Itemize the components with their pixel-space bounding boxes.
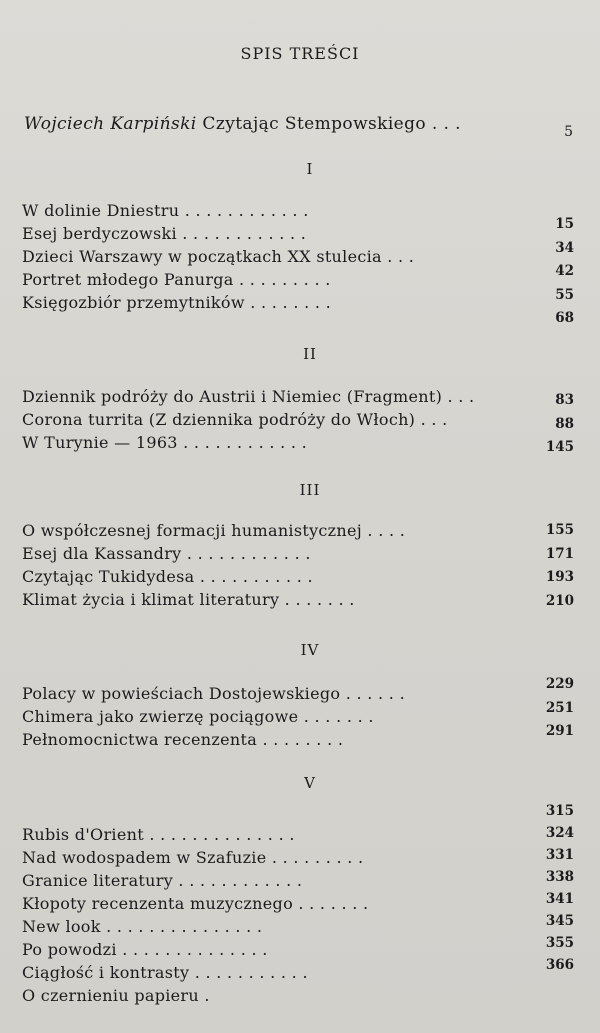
toc-entry: Portret młodego Panurga . . . . . . . . . xyxy=(22,270,331,289)
section-pages xyxy=(546,519,574,613)
toc-entry: Po powodzi . . . . . . . . . . . . . . xyxy=(22,940,268,959)
page-number: 341 xyxy=(545,891,574,907)
page-number: 155 xyxy=(545,522,574,538)
page-number: 68 xyxy=(555,310,574,326)
page-number: 366 xyxy=(545,957,574,973)
page-number: 338 xyxy=(545,869,574,885)
toc-entry: Dziennik podróży do Austrii i Niemiec (Fragment) . . . xyxy=(22,387,475,406)
toc-entry: Czytając Tukidydesa . . . . . . . . . . . xyxy=(22,567,313,586)
toc-entry: Klimat życia i klimat literatury . . . . . . . xyxy=(22,590,355,609)
toc-entry: Księgozbiór przemytników . . . . . . . . xyxy=(22,293,332,312)
page-number: 15 xyxy=(555,216,574,232)
toc-entry: Granice literatury . . . . . . . . . . . . xyxy=(22,871,303,890)
intro-author-last: Karpiński xyxy=(110,114,197,134)
page-title: SPIS TREŚCI xyxy=(240,44,360,63)
page-number: 210 xyxy=(545,592,574,609)
page-number: 171 xyxy=(545,545,574,562)
page-number: 83 xyxy=(555,392,574,408)
page-number: 345 xyxy=(545,913,574,929)
toc-entry: Pełnomocnictwa recenzenta . . . . . . . . xyxy=(22,730,344,749)
page-number: 315 xyxy=(545,803,574,819)
section-entries xyxy=(22,385,578,454)
page-number: 145 xyxy=(545,439,574,455)
intro-title: Czytając Stempowskiego . . . xyxy=(196,114,461,134)
page-number: 193 xyxy=(545,569,574,585)
section-entries xyxy=(22,519,578,611)
toc-entry: Esej berdyczowski . . . . . . . . . . . . xyxy=(22,224,307,243)
toc-entry: Chimera jako zwierzę pociągowe . . . . . . . xyxy=(22,707,374,726)
toc-entry: O czernieniu papieru . xyxy=(22,986,210,1005)
page-number: 88 xyxy=(555,415,574,432)
section-numeral: V xyxy=(304,774,316,792)
page-number: 229 xyxy=(545,676,574,692)
intro-entry xyxy=(24,114,580,134)
page-number: 251 xyxy=(545,699,574,716)
intro-page-number: 5 xyxy=(564,124,573,140)
page-number: 55 xyxy=(555,286,574,303)
toc-entry: Nad wodospadem w Szafuzie . . . . . . . . . xyxy=(22,848,364,867)
toc-entry: Dzieci Warszawy w początkach XX stulecia . . . xyxy=(22,247,415,266)
section-pages xyxy=(546,389,574,460)
page-number: 324 xyxy=(545,825,574,841)
toc-entry: W dolinie Dniestru . . . . . . . . . . . . xyxy=(22,201,309,220)
section-pages xyxy=(546,673,574,744)
toc-entry: Polacy w powieściach Dostojewskiego . . . . . . xyxy=(22,684,405,703)
page-number: 355 xyxy=(545,935,574,951)
section-numeral: III xyxy=(299,481,321,499)
toc-entry: W Turynie — 1963 . . . . . . . . . . . . xyxy=(22,433,308,452)
section-pages xyxy=(555,213,574,331)
section-entries xyxy=(22,199,578,314)
toc-entry-spacer xyxy=(22,800,578,823)
intro-author-first: Wojciech xyxy=(24,114,105,134)
section-entries xyxy=(22,800,578,1007)
toc-entry: Esej dla Kassandry . . . . . . . . . . . . xyxy=(22,544,311,563)
page-number: 34 xyxy=(555,239,574,256)
toc-entry: New look . . . . . . . . . . . . . . . xyxy=(22,917,263,936)
page-number: 42 xyxy=(555,263,574,279)
section-numeral: I xyxy=(306,160,314,178)
toc-entry: Corona turrita (Z dziennika podróży do Włoch) . . . xyxy=(22,410,448,429)
page-number: 331 xyxy=(545,847,574,863)
toc-entry: Ciągłość i kontrasty . . . . . . . . . . . xyxy=(22,963,308,982)
toc-entry: O współczesnej formacji humanistycznej . . . . xyxy=(22,521,406,540)
toc-entry: Kłopoty recenzenta muzycznego . . . . . . . xyxy=(22,894,369,913)
section-entries xyxy=(22,682,578,751)
section-numeral: IV xyxy=(300,641,320,659)
section-numeral: II xyxy=(303,345,317,363)
section-pages xyxy=(546,800,574,976)
toc-entry: Rubis d'Orient . . . . . . . . . . . . . . xyxy=(22,825,295,844)
page-number: 291 xyxy=(545,723,574,739)
